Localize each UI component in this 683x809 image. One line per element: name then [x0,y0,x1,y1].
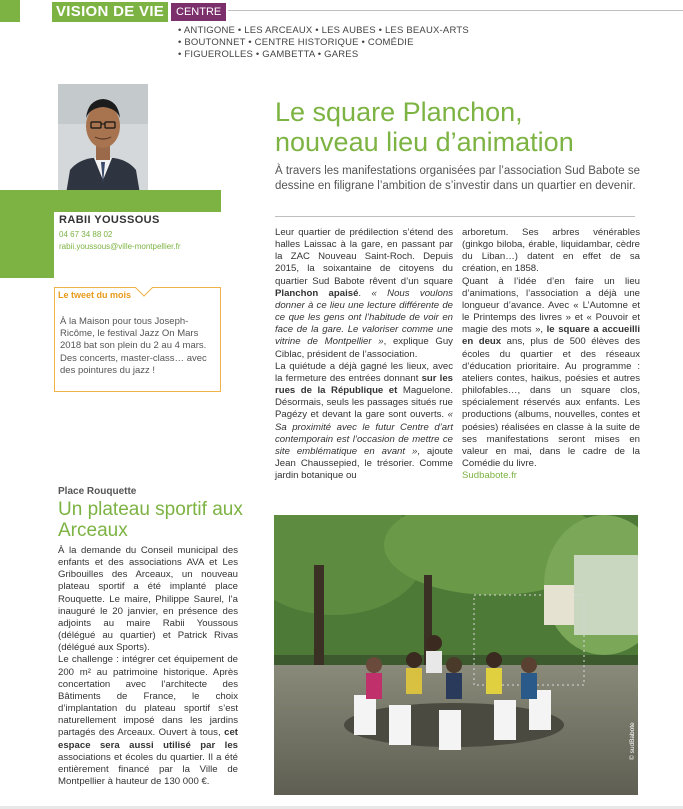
text-run: La quiétude a déjà gagné les lieux, avec la fermeture des entrées donnant [275,360,453,384]
article-title-line: Le square Planchon, [275,97,523,127]
district-list [178,25,478,61]
header-title: VISION DE VIE [52,2,168,22]
article-title-line: nouveau lieu d’animation [275,127,574,157]
text-run: Quant à l’idée d’en faire un lieu d’animations, l’association a déjà une longueur d’avance. Avec « L’Automne et le Printemps des livres » et « Pouvoir et magie des mots », [462,275,640,336]
quote: « Nous voulons donner à ce lieu une lecture différente de ce que les gens ont l’habitude de voir en face de la gare. Le valoriser comme une vitrine de Montpellier » [275,287,453,348]
article-column-2 [462,227,640,482]
person-card [54,212,221,278]
paragraph [275,227,453,361]
header-section-tag: CENTRE [171,3,226,21]
tweet-text: À la Maison pour tous Joseph-Ricôme, le festival Jazz On Mars 2018 bat son plein du 2 au 4 mars. Des concerts, master-class… avec des pointures du jazz ! [60,316,207,376]
photo-credit: © sudBabote [629,722,636,760]
text-run-bold: sur les rues de la République et [275,372,454,397]
article-column-1 [275,227,453,482]
text-run: Le challenge : intégrer cet équipement de 200 m² au patrimoine historique. Après concertation avec l’architecte des Bâtiments de France, le choix d’implantation du plateau sportif s’est naturellement imposé dans les jardins partagés des Arceaux. Ouvert à tous, [58,654,238,739]
text-run-bold: le square a accueilli en deux [462,324,640,348]
paragraph: arboretum. Ses arbres vénérables (ginkgo biloba, érable, liquidambar, cèdre du Liban…) datent en effet de sa création, en 1858. [462,227,640,275]
article-title [275,97,655,157]
district-line: • BOUTONNET • CENTRE HISTORIQUE • COMÉDIE [178,37,414,48]
paragraph [58,654,238,788]
text-run: Leur quartier de prédilection s’étend des halles Laissac à la gare, en passant par la ZAC Nouveau Saint-Roch. Depuis 2015, la soixantaine de citoyens du quartier Sud Babote rêvent d’un square [275,227,453,287]
side-article-label: Place Rouquette [58,486,137,497]
text-run-bold: Planchon apaisé [275,287,359,299]
side-article-title: Un plateau sportif aux Arceaux [58,499,243,541]
article-signature-link[interactable]: Sudbabote.fr [462,470,517,482]
text-run: , explique Guy Ciblac, président de l’association. [275,336,453,360]
lead-divider [275,216,635,217]
article-lead: À travers les manifestations organisées par l’association Sud Babote se dessine en filigrane l’ambition de s’investir dans un quartier en devenir. [275,165,641,192]
header-rule [228,10,683,11]
person-phone: 04 67 34 88 02 [59,230,113,239]
text-run: associations et écoles du quartier. Il a été entièrement financé par la Ville de Montpellier à hauteur de 130 000 €. [58,751,238,787]
paragraph [462,276,640,471]
text-run: ans, plus de 500 élèves des écoles du quartier et des réseaux d’éducation prioritaire. Au programme : ateliers contes, haikus, poésies et autres philofables…, dans un square clos, spécialement réservés aux enfants. Les productions (albums, nouvelles, contes et poésies) réalisées en classe à la suite de ses manifestations seront mises en valeur en mai, dans le cadre de la Comédie du livre. [462,336,640,469]
tweet-title: Le tweet du mois [58,290,132,300]
speech-tail-icon [135,287,153,297]
text-run: , ajoute Jean Chaussepied, le trésorier. Comme jardin botanique ou [275,445,453,482]
portrait-photo [58,84,148,194]
quote: « Sa proximité avec le futur Centre d’art contemporain est l’occasion de mettre ce site emblématique en avant » [275,409,453,457]
paragraph: À la demande du Conseil municipal des enfants et des associations AVA et Les Gribouilles des Arceaux, un nouveau plateau sportif a été implanté place Rouquette. Le maire, Philippe Saurel, l’a inauguré le 20 janvier, en présence des adjoints au maire Rabii Youssous (délégué au quartier) et Patrick Rivas (délégué aux Sports). [58,545,238,654]
district-line: • ANTIGONE • LES ARCEAUX • LES AUBES • LES BEAUX-ARTS [178,25,469,36]
text-run: . [358,287,372,299]
text-run: Maguelone. Désormais, seuls les passages situés rue Pagézy et devant la gare sont ouverts. [275,385,453,421]
side-article-body [58,545,238,788]
header-accent-bar [0,0,20,22]
text-run-bold: cet espace sera aussi utilisé par les [58,727,238,751]
person-name: RABII YOUSSOUS [59,214,160,226]
paragraph [275,361,453,483]
district-line: • FIGUEROLLES • GAMBETTA • GARES [178,49,359,60]
person-email[interactable]: rabii.youssous@ville-montpellier.fr [59,242,181,251]
square-photo [274,515,638,795]
